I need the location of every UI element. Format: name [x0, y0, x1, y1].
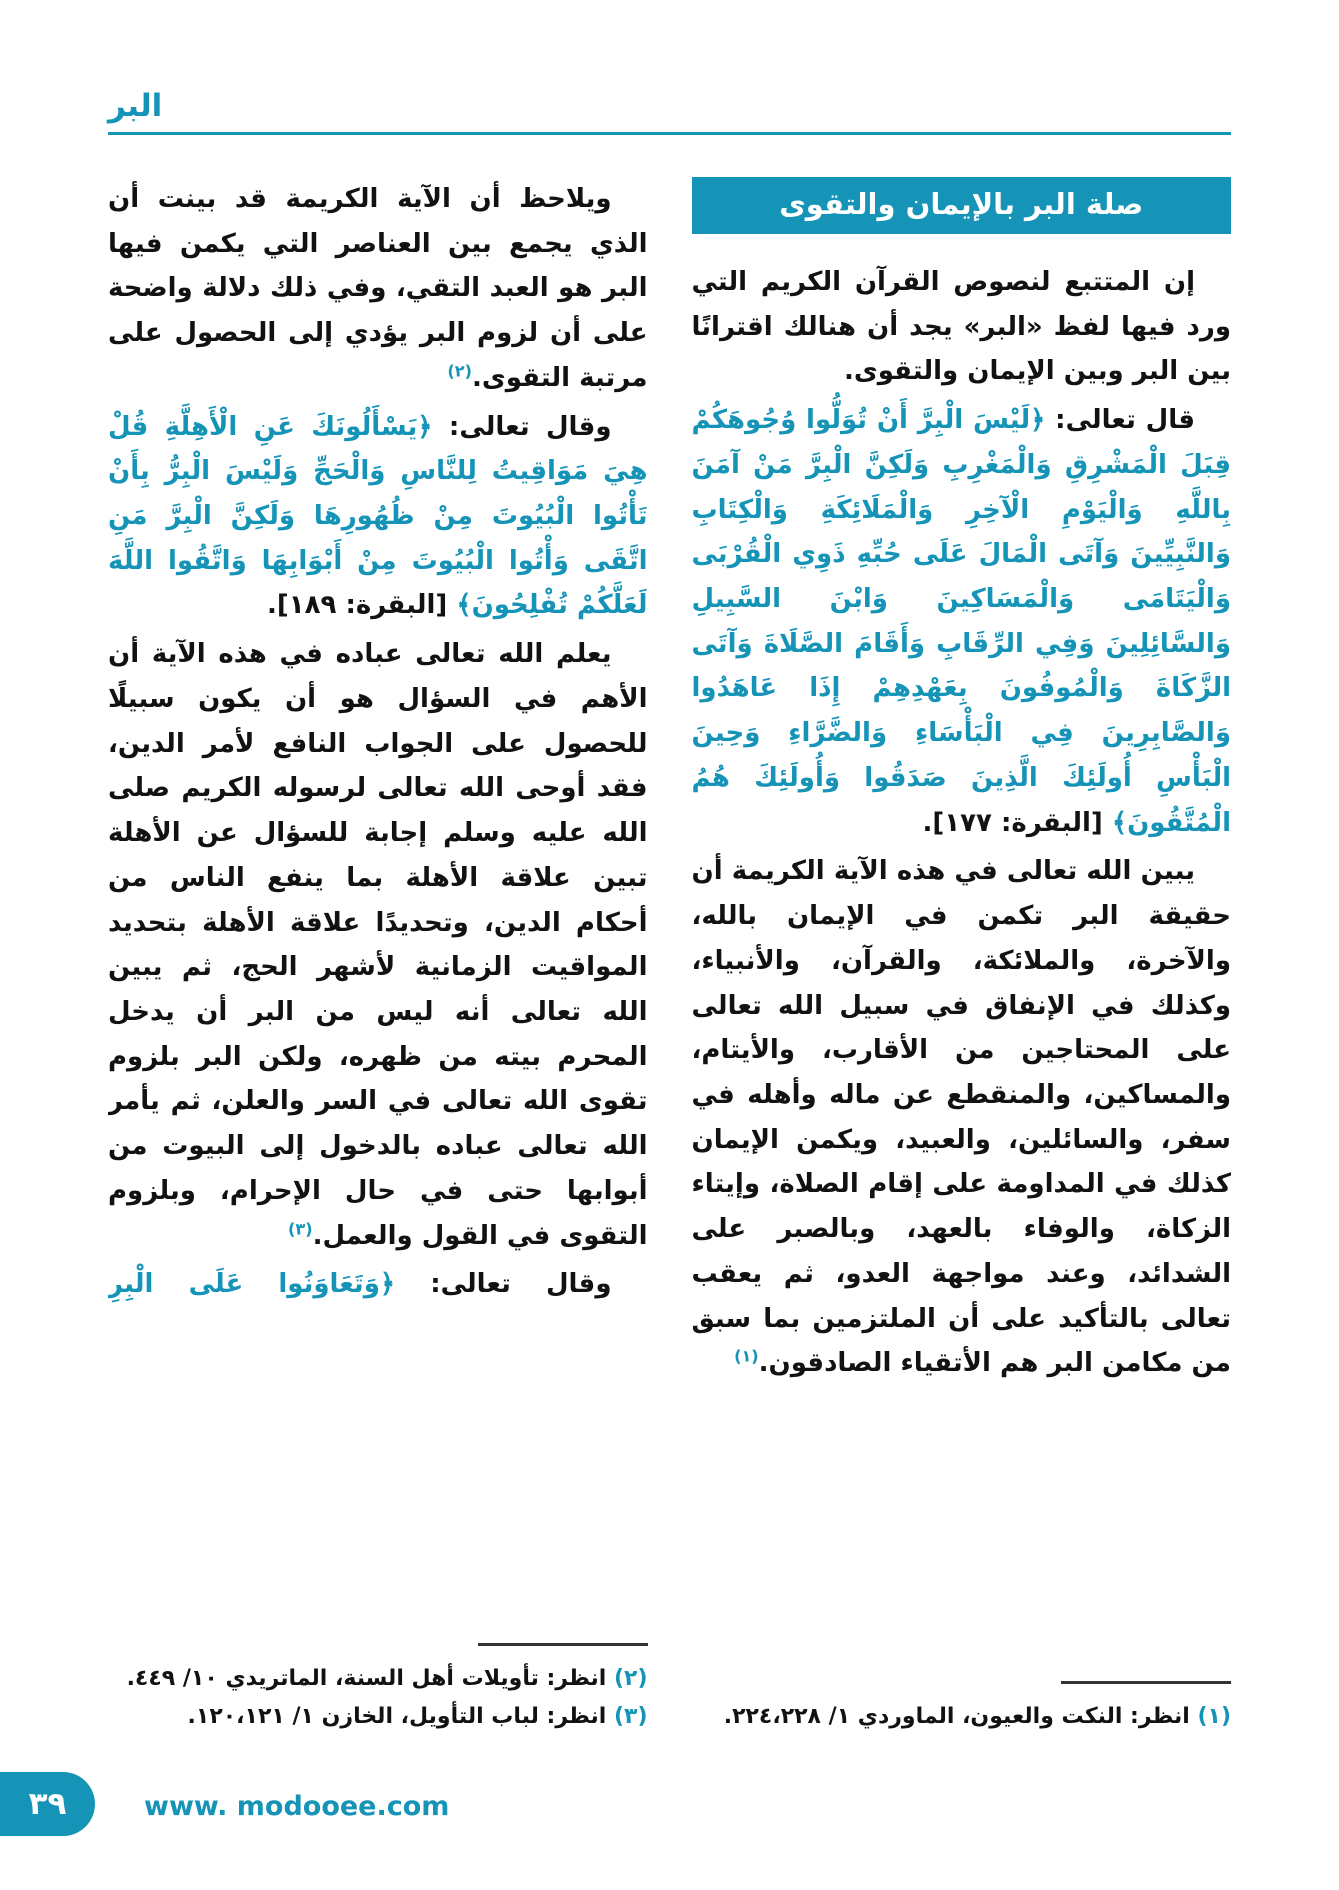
two-column-layout [108, 177, 1231, 1749]
footnote-divider [1061, 1681, 1231, 1684]
footnote-number: (٢) [613, 1666, 648, 1692]
paragraph-text: ويلاحظ أن الآية الكريمة قد بينت أن الذي يجمع بين العناصر التي يكمن فيها البر هو العبد التقي، وفي ذلك دلالة واضحة على أن لزوم البر يؤدي إلى الحصول على مرتبة التقوى. [108, 184, 648, 393]
footnote-number: (١) [1197, 1703, 1231, 1729]
commentary-paragraph-right [692, 849, 1232, 1386]
running-head: البر [108, 88, 1231, 135]
qala-intro: وقال تعالى: [448, 411, 612, 442]
paragraph-intro-left [108, 177, 648, 401]
footnote-marker: (٣) [288, 1218, 313, 1238]
paragraph-intro-right [692, 260, 1232, 394]
qala-intro: وقال تعالى: [430, 1269, 612, 1300]
quran-verse: ﴿يَسْأَلُونَكَ عَنِ الْأَهِلَّةِ قُلْ هِيَ مَوَاقِيتُ لِلنَّاسِ وَالْحَجِّ وَلَيْسَ الْبِرُّ بِأَنْ تَأْتُوا الْبُيُوتَ مِنْ ظُهُورِهَا وَلَكِنَّ الْبِرَّ مَنِ اتَّقَى وَأْتُوا الْبُيُوتَ مِنْ أَبْوَابِهَا وَاتَّقُوا اللَّهَ لَعَلَّكُمْ تُفْلِحُونَ﴾ [108, 411, 648, 621]
footnotes-left [108, 1643, 648, 1749]
verse-paragraph-right [692, 398, 1232, 845]
footnote-text: انظر: النكت والعيون، الماوردي ١/ ٢٢٤،٢٢٨. [723, 1703, 1190, 1729]
footnote-marker: (١) [734, 1346, 759, 1366]
right-column-body [692, 177, 1232, 1681]
footnote [692, 1698, 1232, 1735]
paragraph-text: إن المتتبع لنصوص القرآن الكريم التي ورد فيها لفظ «البر» يجد أن هنالك اقترانًا بين البر وبين الإيمان والتقوى. [691, 267, 1231, 387]
footnote [108, 1660, 648, 1697]
footnote-text: انظر: لباب التأويل، الخازن ١/ ١٢٠،١٢١. [187, 1703, 607, 1729]
verse-reference: [البقرة: ١٨٩]. [267, 590, 448, 621]
verse-paragraph-left [108, 405, 648, 629]
verse-reference: [البقرة: ١٧٧]. [922, 807, 1103, 838]
paragraph-text: يعلم الله تعالى عباده في هذه الآية أن الأهم في السؤال هو أن يكون سبيلًا للحصول على الجواب النافع لأمر الدين، فقد أوحى الله تعالى لرسوله الكريم صلى الله عليه وسلم إجابة للسؤال عن الأهلة تبين علاقة الأهلة بما ينفع الناس من أحكام الدين، وتحديدًا علاقة الأهلة بتحديد المواقيت الزمانية لأشهر الحج، ثم يبين الله تعالى أنه ليس من البر أن يدخل المحرم بيته من ظهره، ولكن البر بلزوم تقوى الله تعالى في السر والعلن، ثم يأمر الله تعالى عباده بالدخول إلى البيوت من أبوابها حتى في حال الإحرام، وبلزوم التقوى في القول والعمل. [108, 639, 648, 1251]
paragraph-text: يبين الله تعالى في هذه الآية الكريمة أن حقيقة البر تكمن في الإيمان بالله، والآخرة، والملائكة، والقرآن، والأنبياء، وكذلك في الإنفاق في سبيل الله تعالى على المحتاجين من الأقارب، والأيتام، والمساكين، والمنقطع عن ماله وأهله في سفر، والسائلين، والعبيد، ويكمن الإيمان كذلك في المداومة على إقام الصلاة، وإيتاء الزكاة، والوفاء بالعهد، وبالصبر على الشدائد، وعند مواجهة العدو، ثم يعقب تعالى بالتأكيد على أن الملتزمين بما سبق من مكامن البر هم الأتقياء الصادقون. [691, 856, 1231, 1379]
footnote-number: (٣) [613, 1703, 648, 1729]
quran-verse: ﴿لَيْسَ الْبِرَّ أَنْ تُوَلُّوا وُجُوهَكُمْ قِبَلَ الْمَشْرِقِ وَالْمَغْرِبِ وَلَكِنَّ الْبِرَّ مَنْ آمَنَ بِاللَّهِ وَالْيَوْمِ الْآخِرِ وَالْمَلَائِكَةِ وَالْكِتَابِ وَالنَّبِيِّينَ وَآتَى الْمَالَ عَلَى حُبِّهِ ذَوِي الْقُرْبَى وَالْيَتَامَى وَالْمَسَاكِينَ وَابْنَ السَّبِيلِ وَالسَّائِلِينَ وَفِي الرِّقَابِ وَأَقَامَ الصَّلَاةَ وَآتَى الزَّكَاةَ وَالْمُوفُونَ بِعَهْدِهِمْ إِذَا عَاهَدُوا وَالصَّابِرِينَ فِي الْبَأْسَاءِ وَالضَّرَّاءِ وَحِينَ الْبَأْسِ أُولَئِكَ الَّذِينَ صَدَقُوا وَأُولَئِكَ هُمُ الْمُتَّقُونَ﴾ [691, 405, 1231, 838]
verse-continuation-paragraph [108, 1262, 648, 1307]
footnotes-right [692, 1681, 1232, 1749]
footnote-marker: (٢) [447, 361, 473, 381]
footnote [108, 1698, 648, 1735]
footnote-divider [478, 1643, 648, 1646]
left-column [108, 177, 648, 1749]
right-column [692, 177, 1232, 1749]
footnote-text: انظر: تأويلات أهل السنة، الماتريدي ١٠/ ٤٤٩. [126, 1666, 607, 1692]
qala-intro: قال تعالى: [1055, 405, 1195, 436]
quran-verse-fragment: ﴿وَتَعَاوَنُوا عَلَى الْبِرِ [108, 1269, 396, 1300]
website-link[interactable]: www. modooee.com [144, 1791, 450, 1822]
commentary-paragraph-left [108, 632, 648, 1258]
page-number-badge: ٣٩ [0, 1772, 95, 1836]
section-title: صلة البر بالإيمان والتقوى [692, 177, 1232, 234]
left-column-body [108, 177, 648, 1643]
